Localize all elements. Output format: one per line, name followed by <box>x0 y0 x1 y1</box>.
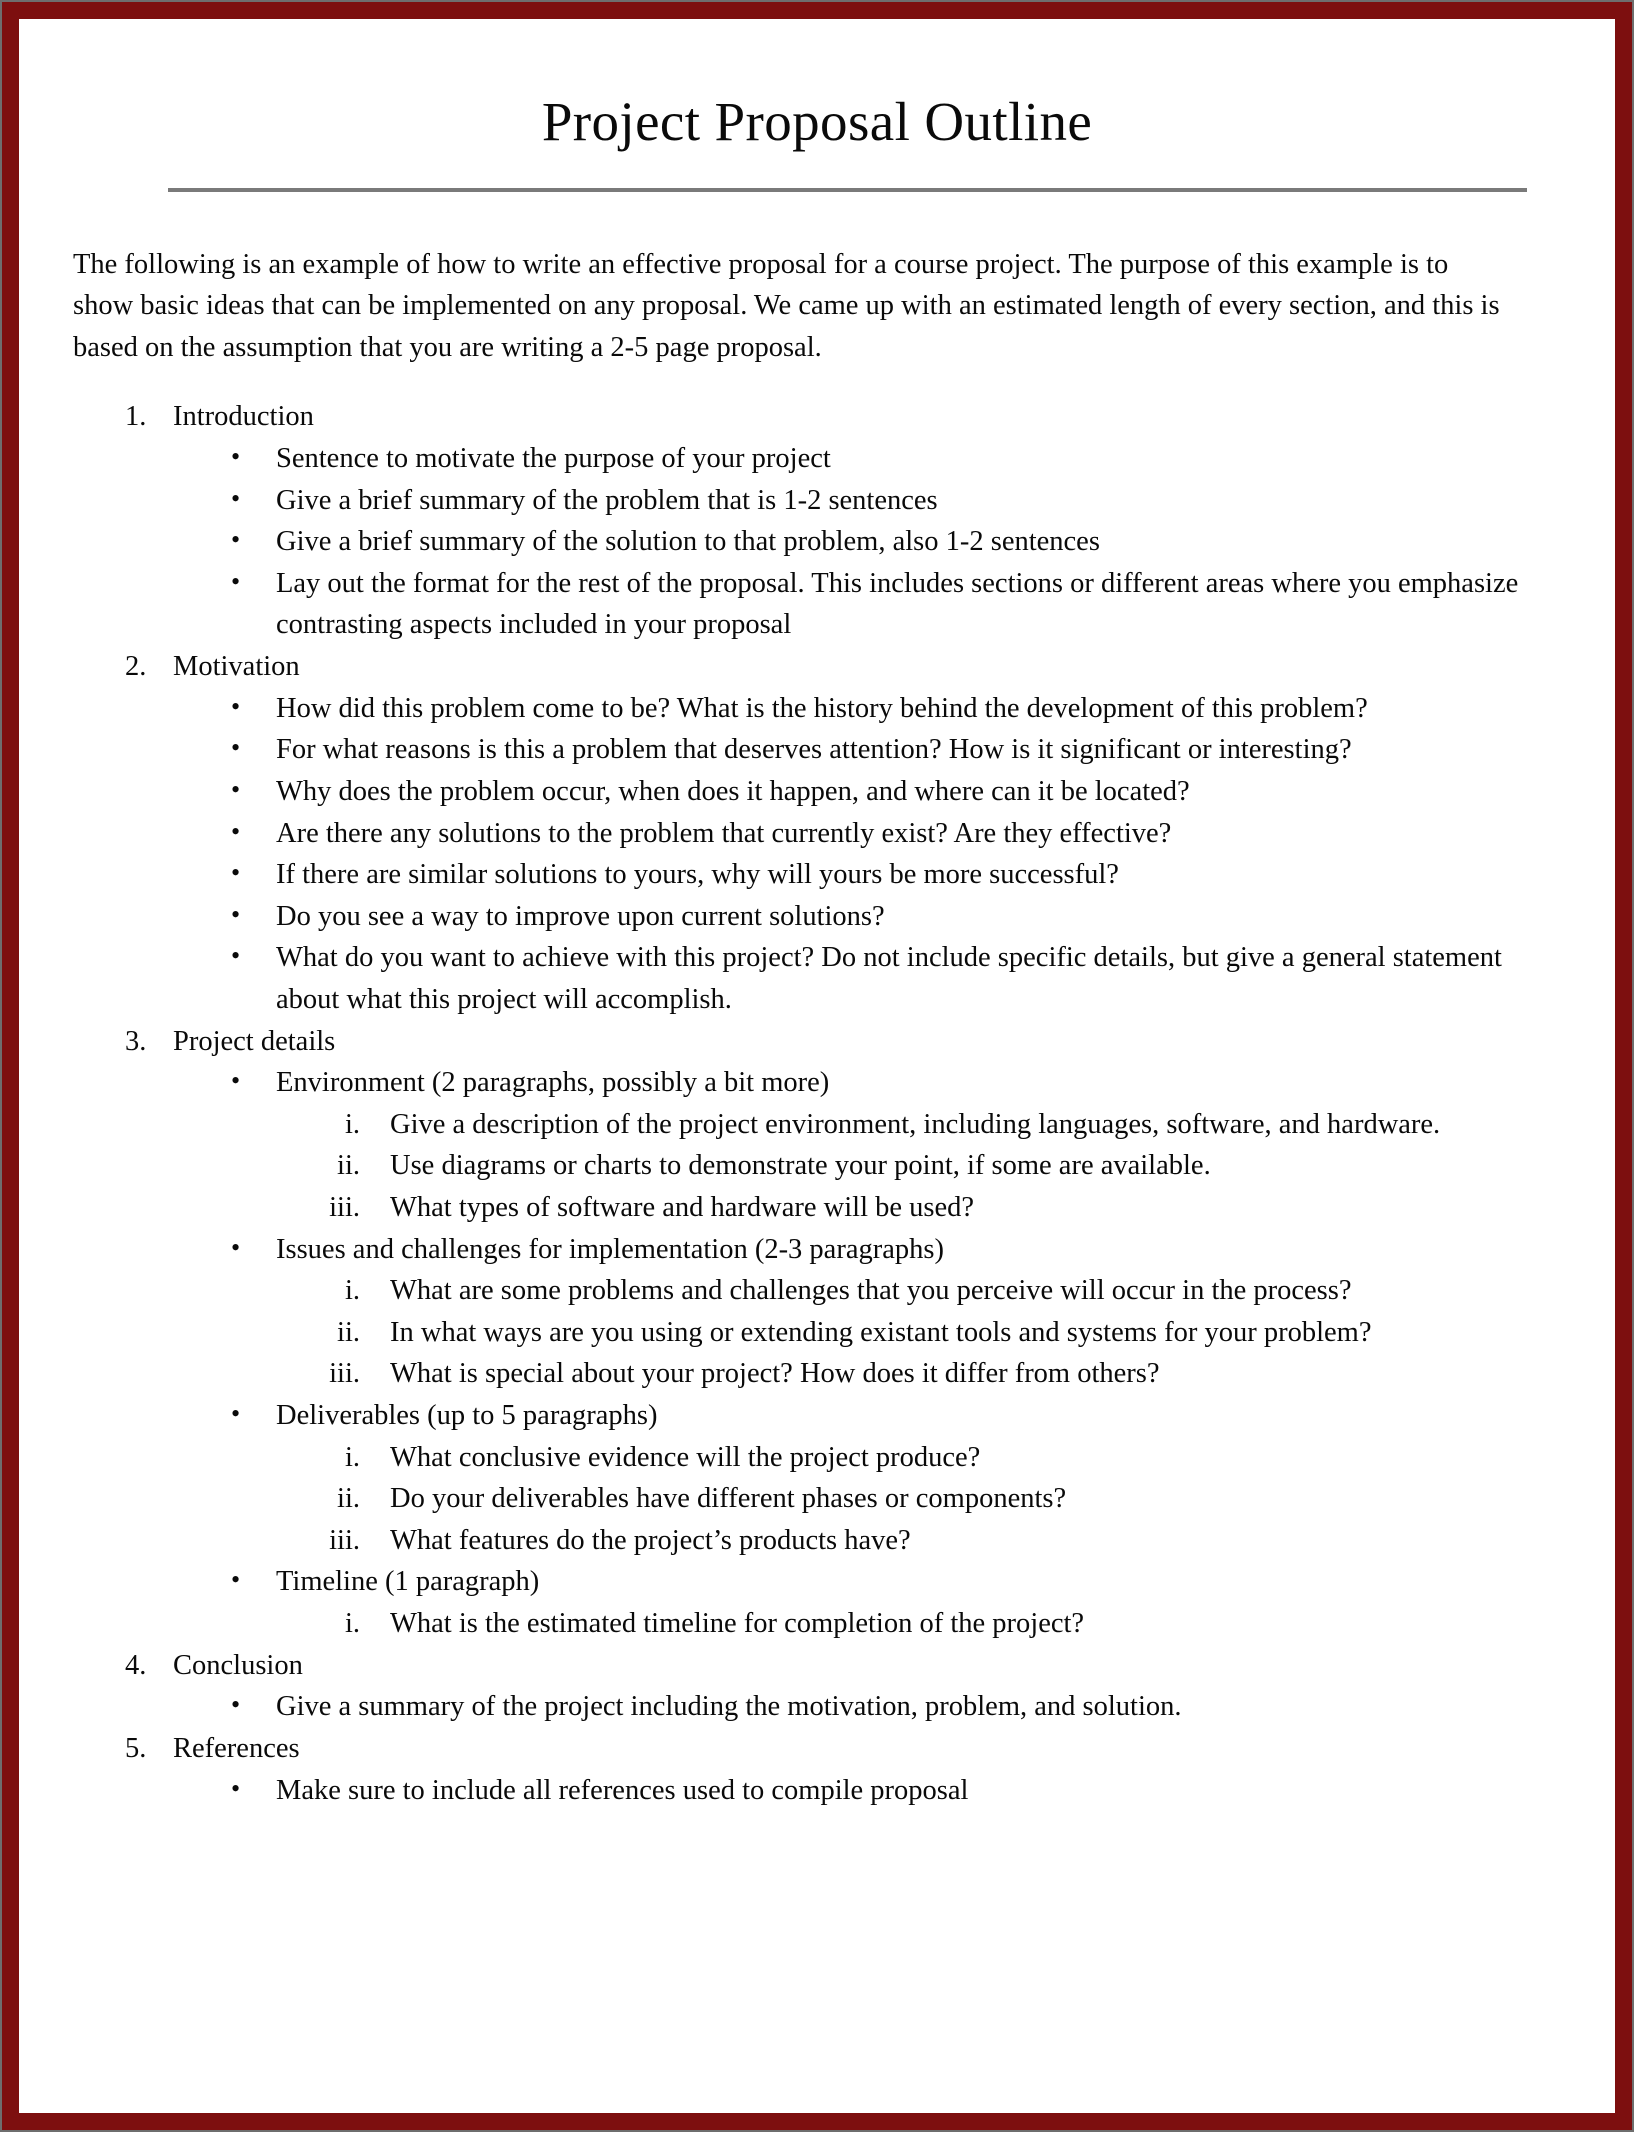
outline-list <box>65 396 1569 1811</box>
bullet-list <box>173 1686 1569 1728</box>
bullet-item <box>173 1395 1569 1561</box>
bullet-item <box>173 521 1569 563</box>
bullet-item <box>173 854 1569 896</box>
bullet-text: Give a brief summary of the solution to that problem, also 1-2 sentences <box>276 526 1100 558</box>
document-page <box>19 19 1615 2113</box>
bullet-item <box>173 896 1569 938</box>
bullet-dot-icon: • <box>231 1565 241 1595</box>
decorative-red-border <box>2 2 1632 2130</box>
bullet-dot-icon: • <box>231 816 241 846</box>
section-number: 5. <box>125 1732 147 1764</box>
bullet-dot-icon: • <box>231 1232 241 1262</box>
roman-sub-item <box>276 1520 1569 1562</box>
bullet-item <box>173 1062 1569 1228</box>
bullet-text: Do you see a way to improve upon current solutions? <box>276 900 885 932</box>
roman-number: i. <box>344 1108 360 1140</box>
roman-sub-text: Use diagrams or charts to demonstrate your point, if some are available. <box>390 1150 1211 1182</box>
bullet-list <box>173 438 1569 646</box>
bullet-list <box>173 1062 1569 1645</box>
bullet-text: Lay out the format for the rest of the proposal. This includes sections or different areas where you emphasize contrasting aspects included in your proposal <box>276 567 1519 641</box>
bullet-text: Timeline (1 paragraph) <box>276 1566 540 1598</box>
bullet-dot-icon: • <box>231 1399 241 1429</box>
section-title: Motivation <box>173 651 300 683</box>
bullet-text: Sentence to motivate the purpose of your project <box>276 443 831 475</box>
bullet-item <box>173 813 1569 855</box>
roman-sub-text: What conclusive evidence will the project produce? <box>390 1441 981 1473</box>
bullet-dot-icon: • <box>231 733 241 763</box>
bullet-list <box>173 688 1569 1021</box>
roman-number: iii. <box>329 1192 360 1223</box>
bullet-dot-icon: • <box>231 1066 241 1096</box>
bullet-dot-icon: • <box>231 899 241 929</box>
bullet-text: Why does the problem occur, when does it happen, and where can it be located? <box>276 775 1190 807</box>
bullet-item <box>173 688 1569 730</box>
bullet-dot-icon: • <box>231 941 241 971</box>
bullet-text: How did this problem come to be? What is the history behind the development of this problem? <box>276 692 1368 724</box>
roman-sub-text: What are some problems and challenges that you perceive will occur in the process? <box>390 1275 1352 1307</box>
roman-sub-text: Give a description of the project environment, including languages, software, and hardware. <box>390 1108 1441 1140</box>
bullet-item <box>173 1229 1569 1395</box>
roman-sub-text: What is the estimated timeline for completion of the project? <box>390 1608 1085 1640</box>
roman-number: ii. <box>337 1483 360 1515</box>
bullet-item <box>173 937 1569 1020</box>
title-divider <box>168 188 1527 192</box>
roman-number: iii. <box>329 1524 360 1556</box>
roman-sub-text: What is special about your project? How does it differ from others? <box>390 1358 1160 1390</box>
bullet-text: For what reasons is this a problem that deserves attention? How is it significant or interesting? <box>276 734 1352 766</box>
roman-sub-text: What types of software and hardware will be used? <box>390 1192 975 1223</box>
bullet-item <box>173 563 1569 646</box>
roman-sub-text: What features do the project’s products have? <box>390 1524 911 1556</box>
roman-number: ii. <box>337 1316 360 1348</box>
roman-sub-item <box>276 1603 1569 1645</box>
section-title: Project details <box>173 1025 336 1057</box>
bullet-dot-icon: • <box>231 1690 241 1720</box>
section-title: Conclusion <box>173 1649 303 1681</box>
roman-sublist <box>276 1104 1569 1229</box>
bullet-dot-icon: • <box>231 858 241 888</box>
roman-sub-item <box>276 1478 1569 1520</box>
outline-section <box>65 1021 1569 1645</box>
roman-sub-item <box>276 1145 1569 1187</box>
bullet-dot-icon: • <box>231 442 241 472</box>
bullet-text: Issues and challenges for implementation (2-3 paragraphs) <box>276 1233 944 1265</box>
roman-sub-item <box>276 1270 1569 1312</box>
bullet-text: Environment (2 paragraphs, possibly a bit more) <box>276 1067 830 1099</box>
outline-section <box>65 646 1569 1020</box>
intro-paragraph: The following is an example of how to write an effective proposal for a course project. The purpose of this example is to show basic ideas that can be implemented on any proposal. We came up with an estimated length of every section, and this is based on the assumption that you are writing a 2-5 page proposal. <box>73 248 1500 363</box>
bullet-item <box>173 1770 1569 1812</box>
bullet-text: Give a brief summary of the problem that is 1-2 sentences <box>276 484 938 516</box>
bullet-list <box>173 1770 1569 1812</box>
bullet-text: What do you want to achieve with this project? Do not include specific details, but give a general statement about what this project will accomplish. <box>276 942 1502 1015</box>
bullet-dot-icon: • <box>231 566 241 596</box>
section-title: References <box>173 1732 300 1764</box>
bullet-item <box>173 480 1569 522</box>
bullet-text: If there are similar solutions to yours, why will yours be more successful? <box>276 859 1119 891</box>
section-title: Introduction <box>173 401 314 433</box>
bullet-dot-icon: • <box>231 483 241 513</box>
roman-number: i. <box>344 1275 360 1307</box>
bullet-dot-icon: • <box>231 525 241 555</box>
roman-number: ii. <box>337 1150 360 1182</box>
bullet-item <box>173 771 1569 813</box>
roman-sub-item <box>276 1312 1569 1354</box>
bullet-text: Are there any solutions to the problem that currently exist? Are they effective? <box>276 817 1172 849</box>
bullet-dot-icon: • <box>231 774 241 804</box>
roman-number: iii. <box>329 1358 360 1390</box>
roman-sub-text: Do your deliverables have different phases or components? <box>390 1483 1067 1515</box>
page-title: Project Proposal Outline <box>541 91 1093 152</box>
roman-sublist <box>276 1437 1569 1562</box>
bullet-item <box>173 438 1569 480</box>
section-number: 2. <box>125 651 147 683</box>
bullet-item <box>173 729 1569 771</box>
roman-sub-item <box>276 1437 1569 1479</box>
outline-section <box>65 1728 1569 1811</box>
roman-sub-item <box>276 1353 1569 1395</box>
section-number: 3. <box>125 1025 147 1057</box>
bullet-text: Make sure to include all references used to compile proposal <box>276 1774 969 1806</box>
outline-section <box>65 1645 1569 1728</box>
roman-number: i. <box>344 1441 360 1473</box>
roman-sub-item <box>276 1104 1569 1146</box>
bullet-dot-icon: • <box>231 691 241 721</box>
bullet-item <box>173 1686 1569 1728</box>
section-number: 1. <box>125 401 147 433</box>
bullet-text: Give a summary of the project including the motivation, problem, and solution. <box>276 1691 1182 1723</box>
roman-sub-item <box>276 1187 1569 1229</box>
section-number: 4. <box>125 1649 147 1681</box>
bullet-text: Deliverables (up to 5 paragraphs) <box>276 1400 658 1432</box>
bullet-dot-icon: • <box>231 1773 241 1803</box>
bullet-item <box>173 1561 1569 1644</box>
roman-number: i. <box>344 1608 360 1640</box>
roman-sub-text: In what ways are you using or extending existant tools and systems for your problem? <box>390 1316 1372 1348</box>
outline-section <box>65 396 1569 646</box>
roman-sublist <box>276 1603 1569 1645</box>
roman-sublist <box>276 1270 1569 1395</box>
